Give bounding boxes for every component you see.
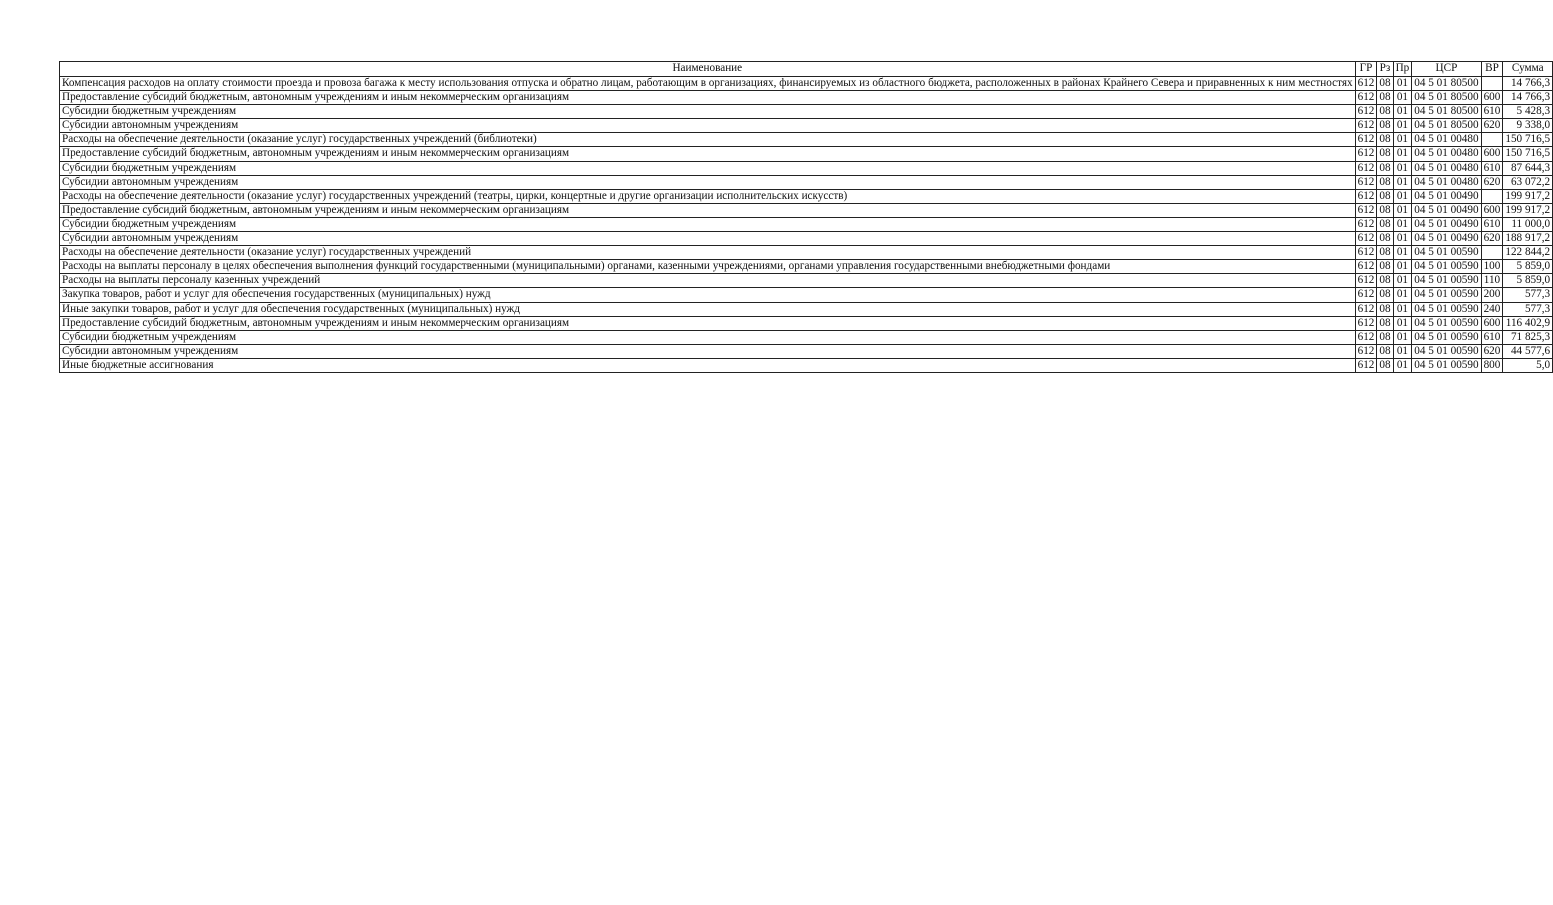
cell-name: Компенсация расходов на оплату стоимости проезда и провоза багажа к месту использования отпуска и обратно лицам, работающим в организациях, финансируемых из областного бюджета, расположенных в районах Крайнего Севера и приравненных к ним местностях [60, 77, 1356, 91]
cell-name: Субсидии автономным учреждениям [60, 344, 1356, 358]
cell-rz: 08 [1377, 288, 1393, 302]
cell-rz: 08 [1377, 175, 1393, 189]
cell-pr: 01 [1393, 316, 1412, 330]
cell-vr [1481, 77, 1503, 91]
header-rz: Рз [1377, 62, 1393, 77]
cell-gr: 612 [1355, 105, 1377, 119]
cell-sum: 14 766,3 [1503, 77, 1553, 91]
table-row [60, 105, 1553, 119]
cell-gr: 612 [1355, 161, 1377, 175]
table-row [60, 203, 1553, 217]
table-row [60, 330, 1553, 344]
cell-name: Субсидии бюджетным учреждениям [60, 161, 1356, 175]
table-row [60, 274, 1553, 288]
cell-rz: 08 [1377, 316, 1393, 330]
cell-pr: 01 [1393, 175, 1412, 189]
table-row [60, 302, 1553, 316]
cell-vr: 610 [1481, 161, 1503, 175]
cell-vr: 240 [1481, 302, 1503, 316]
table-row [60, 246, 1553, 260]
cell-sum: 11 000,0 [1503, 217, 1553, 231]
cell-rz: 08 [1377, 358, 1393, 372]
cell-sum: 150 716,5 [1503, 147, 1553, 161]
cell-csr: 04 5 01 00590 [1412, 358, 1481, 372]
cell-name: Иные бюджетные ассигнования [60, 358, 1356, 372]
cell-csr: 04 5 01 00590 [1412, 330, 1481, 344]
cell-sum: 63 072,2 [1503, 175, 1553, 189]
cell-csr: 04 5 01 00480 [1412, 133, 1481, 147]
cell-sum: 14 766,3 [1503, 91, 1553, 105]
cell-rz: 08 [1377, 260, 1393, 274]
cell-vr: 620 [1481, 232, 1503, 246]
cell-gr: 612 [1355, 189, 1377, 203]
cell-pr: 01 [1393, 105, 1412, 119]
cell-vr: 600 [1481, 203, 1503, 217]
cell-vr: 620 [1481, 119, 1503, 133]
cell-gr: 612 [1355, 175, 1377, 189]
cell-vr: 600 [1481, 91, 1503, 105]
table-row [60, 119, 1553, 133]
cell-gr: 612 [1355, 288, 1377, 302]
cell-pr: 01 [1393, 232, 1412, 246]
cell-pr: 01 [1393, 344, 1412, 358]
cell-rz: 08 [1377, 91, 1393, 105]
cell-sum: 71 825,3 [1503, 330, 1553, 344]
cell-sum: 577,3 [1503, 288, 1553, 302]
cell-pr: 01 [1393, 260, 1412, 274]
cell-sum: 87 644,3 [1503, 161, 1553, 175]
cell-csr: 04 5 01 00590 [1412, 316, 1481, 330]
cell-rz: 08 [1377, 274, 1393, 288]
cell-gr: 612 [1355, 344, 1377, 358]
cell-name: Субсидии бюджетным учреждениям [60, 217, 1356, 231]
cell-name: Предоставление субсидий бюджетным, автономным учреждениям и иным некоммерческим организациям [60, 91, 1356, 105]
cell-name: Субсидии автономным учреждениям [60, 119, 1356, 133]
header-csr: ЦСР [1412, 62, 1481, 77]
cell-gr: 612 [1355, 274, 1377, 288]
cell-csr: 04 5 01 00490 [1412, 232, 1481, 246]
cell-pr: 01 [1393, 330, 1412, 344]
cell-pr: 01 [1393, 217, 1412, 231]
cell-vr [1481, 133, 1503, 147]
cell-csr: 04 5 01 80500 [1412, 119, 1481, 133]
cell-csr: 04 5 01 80500 [1412, 77, 1481, 91]
table-row [60, 217, 1553, 231]
cell-rz: 08 [1377, 147, 1393, 161]
cell-name: Расходы на обеспечение деятельности (оказание услуг) государственных учреждений (театры, цирки, концертные и другие организации исполнительских искусств) [60, 189, 1356, 203]
cell-vr: 100 [1481, 260, 1503, 274]
cell-rz: 08 [1377, 246, 1393, 260]
cell-vr: 610 [1481, 330, 1503, 344]
cell-gr: 612 [1355, 246, 1377, 260]
cell-sum: 5 428,3 [1503, 105, 1553, 119]
cell-sum: 199 917,2 [1503, 189, 1553, 203]
cell-csr: 04 5 01 00490 [1412, 217, 1481, 231]
cell-rz: 08 [1377, 189, 1393, 203]
cell-csr: 04 5 01 00590 [1412, 344, 1481, 358]
cell-gr: 612 [1355, 232, 1377, 246]
cell-rz: 08 [1377, 344, 1393, 358]
cell-rz: 08 [1377, 302, 1393, 316]
cell-csr: 04 5 01 00490 [1412, 189, 1481, 203]
cell-gr: 612 [1355, 147, 1377, 161]
cell-name: Субсидии автономным учреждениям [60, 175, 1356, 189]
table-row [60, 288, 1553, 302]
cell-rz: 08 [1377, 232, 1393, 246]
cell-csr: 04 5 01 00490 [1412, 203, 1481, 217]
cell-gr: 612 [1355, 302, 1377, 316]
cell-sum: 9 338,0 [1503, 119, 1553, 133]
cell-name: Субсидии автономным учреждениям [60, 232, 1356, 246]
cell-sum: 44 577,6 [1503, 344, 1553, 358]
cell-gr: 612 [1355, 358, 1377, 372]
table-row [60, 175, 1553, 189]
cell-rz: 08 [1377, 133, 1393, 147]
cell-gr: 612 [1355, 203, 1377, 217]
cell-csr: 04 5 01 00590 [1412, 274, 1481, 288]
cell-pr: 01 [1393, 246, 1412, 260]
cell-vr: 610 [1481, 105, 1503, 119]
budget-table [59, 61, 1553, 373]
cell-vr: 620 [1481, 344, 1503, 358]
cell-gr: 612 [1355, 316, 1377, 330]
cell-pr: 01 [1393, 274, 1412, 288]
cell-sum: 577,3 [1503, 302, 1553, 316]
cell-gr: 612 [1355, 133, 1377, 147]
cell-name: Субсидии бюджетным учреждениям [60, 105, 1356, 119]
cell-csr: 04 5 01 80500 [1412, 91, 1481, 105]
cell-gr: 612 [1355, 260, 1377, 274]
cell-name: Расходы на обеспечение деятельности (оказание услуг) государственных учреждений (библиотеки) [60, 133, 1356, 147]
cell-gr: 612 [1355, 91, 1377, 105]
cell-rz: 08 [1377, 161, 1393, 175]
header-name: Наименование [60, 62, 1356, 77]
table-row [60, 147, 1553, 161]
table-row [60, 344, 1553, 358]
table-row [60, 358, 1553, 372]
cell-csr: 04 5 01 00480 [1412, 161, 1481, 175]
cell-rz: 08 [1377, 217, 1393, 231]
cell-rz: 08 [1377, 330, 1393, 344]
cell-pr: 01 [1393, 119, 1412, 133]
cell-csr: 04 5 01 00590 [1412, 302, 1481, 316]
cell-pr: 01 [1393, 91, 1412, 105]
cell-sum: 5 859,0 [1503, 260, 1553, 274]
header-row [60, 62, 1553, 77]
table-row [60, 316, 1553, 330]
cell-name: Предоставление субсидий бюджетным, автономным учреждениям и иным некоммерческим организациям [60, 147, 1356, 161]
cell-name: Иные закупки товаров, работ и услуг для обеспечения государственных (муниципальных) нужд [60, 302, 1356, 316]
header-sum: Сумма [1503, 62, 1553, 77]
cell-csr: 04 5 01 00590 [1412, 288, 1481, 302]
table-row [60, 77, 1553, 91]
cell-vr [1481, 189, 1503, 203]
table-row [60, 133, 1553, 147]
cell-sum: 5 859,0 [1503, 274, 1553, 288]
cell-csr: 04 5 01 00480 [1412, 175, 1481, 189]
cell-pr: 01 [1393, 161, 1412, 175]
cell-gr: 612 [1355, 119, 1377, 133]
table-row [60, 260, 1553, 274]
cell-pr: 01 [1393, 133, 1412, 147]
cell-pr: 01 [1393, 288, 1412, 302]
cell-vr: 110 [1481, 274, 1503, 288]
cell-name: Расходы на выплаты персоналу в целях обеспечения выполнения функций государственными (муниципальными) органами, казенными учреждениями, органами управления государственными внебюджетными фондами [60, 260, 1356, 274]
cell-sum: 122 844,2 [1503, 246, 1553, 260]
cell-name: Закупка товаров, работ и услуг для обеспечения государственных (муниципальных) нужд [60, 288, 1356, 302]
table-row [60, 189, 1553, 203]
header-gr: ГР [1355, 62, 1377, 77]
cell-csr: 04 5 01 00590 [1412, 260, 1481, 274]
cell-name: Расходы на обеспечение деятельности (оказание услуг) государственных учреждений [60, 246, 1356, 260]
cell-csr: 04 5 01 00480 [1412, 147, 1481, 161]
cell-vr: 200 [1481, 288, 1503, 302]
cell-csr: 04 5 01 80500 [1412, 105, 1481, 119]
cell-rz: 08 [1377, 77, 1393, 91]
cell-vr: 610 [1481, 217, 1503, 231]
cell-name: Предоставление субсидий бюджетным, автономным учреждениям и иным некоммерческим организациям [60, 316, 1356, 330]
cell-pr: 01 [1393, 358, 1412, 372]
table-row [60, 91, 1553, 105]
cell-name: Субсидии бюджетным учреждениям [60, 330, 1356, 344]
cell-vr [1481, 246, 1503, 260]
cell-vr: 800 [1481, 358, 1503, 372]
cell-vr: 600 [1481, 147, 1503, 161]
cell-sum: 5,0 [1503, 358, 1553, 372]
cell-sum: 199 917,2 [1503, 203, 1553, 217]
cell-csr: 04 5 01 00590 [1412, 246, 1481, 260]
cell-rz: 08 [1377, 105, 1393, 119]
cell-sum: 188 917,2 [1503, 232, 1553, 246]
cell-pr: 01 [1393, 147, 1412, 161]
cell-name: Расходы на выплаты персоналу казенных учреждений [60, 274, 1356, 288]
table-row [60, 161, 1553, 175]
cell-pr: 01 [1393, 77, 1412, 91]
cell-sum: 116 402,9 [1503, 316, 1553, 330]
cell-gr: 612 [1355, 217, 1377, 231]
cell-name: Предоставление субсидий бюджетным, автономным учреждениям и иным некоммерческим организациям [60, 203, 1356, 217]
cell-pr: 01 [1393, 203, 1412, 217]
cell-rz: 08 [1377, 203, 1393, 217]
cell-rz: 08 [1377, 119, 1393, 133]
cell-sum: 150 716,5 [1503, 133, 1553, 147]
cell-pr: 01 [1393, 189, 1412, 203]
cell-vr: 620 [1481, 175, 1503, 189]
cell-vr: 600 [1481, 316, 1503, 330]
header-vr: ВР [1481, 62, 1503, 77]
cell-pr: 01 [1393, 302, 1412, 316]
cell-gr: 612 [1355, 77, 1377, 91]
table-row [60, 232, 1553, 246]
cell-gr: 612 [1355, 330, 1377, 344]
header-pr: Пр [1393, 62, 1412, 77]
